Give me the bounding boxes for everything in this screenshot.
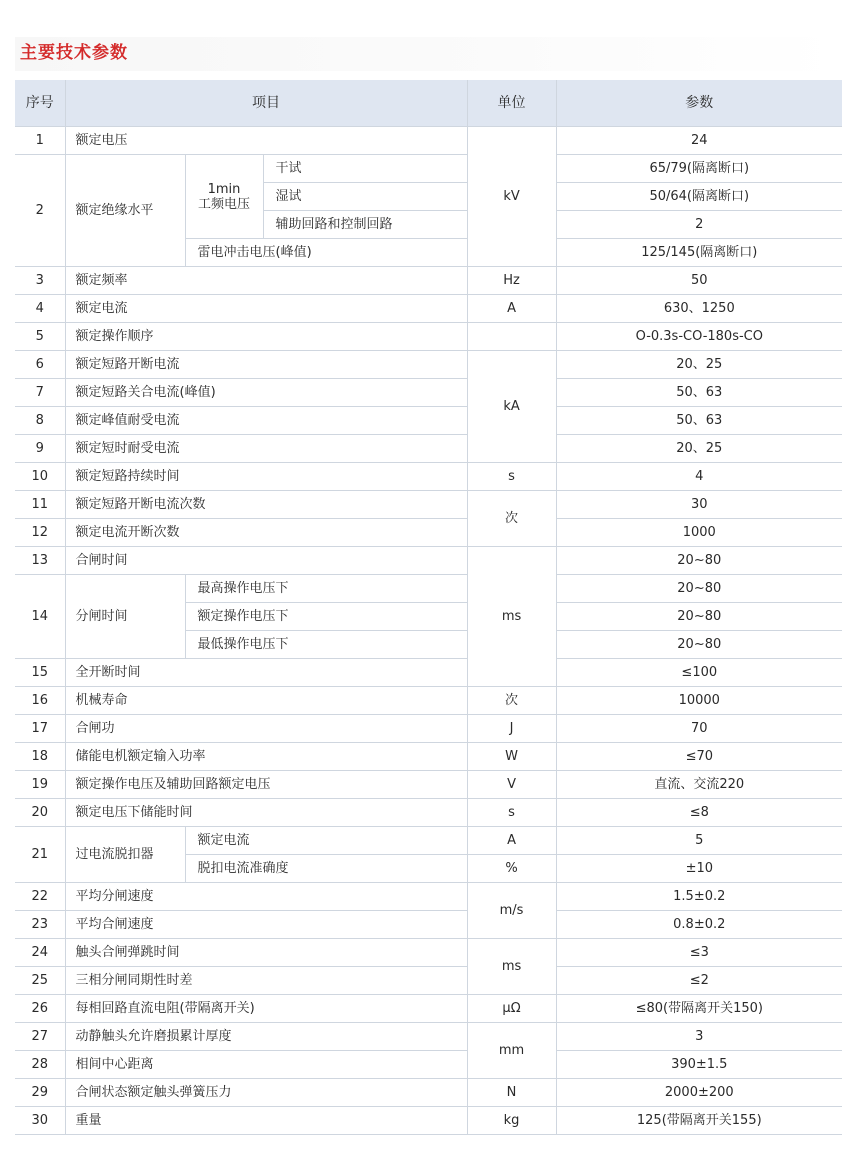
row-item: 额定电压 bbox=[65, 127, 467, 155]
table-row bbox=[15, 519, 842, 547]
row-value: 20、25 bbox=[556, 435, 842, 463]
table-row bbox=[15, 967, 842, 995]
row-item: 额定短路开断电流次数 bbox=[65, 491, 467, 519]
row-value: 20、25 bbox=[556, 351, 842, 379]
row-value: 65/79(隔离断口) bbox=[556, 155, 842, 183]
header-value: 参数 bbox=[556, 80, 842, 127]
row-item: 额定短路关合电流(峰值) bbox=[65, 379, 467, 407]
row-sub: 脱扣电流准确度 bbox=[185, 855, 467, 883]
row-unit: μΩ bbox=[467, 995, 556, 1023]
row-no: 26 bbox=[15, 995, 65, 1023]
row-item: 动静触头允许磨损累计厚度 bbox=[65, 1023, 467, 1051]
row-unit bbox=[467, 323, 556, 351]
row-unit: A bbox=[467, 827, 556, 855]
row-unit: % bbox=[467, 855, 556, 883]
row-unit: N bbox=[467, 1079, 556, 1107]
row-value: 70 bbox=[556, 715, 842, 743]
row-value: 20~80 bbox=[556, 603, 842, 631]
row-value: 50 bbox=[556, 267, 842, 295]
row-item: 分闸时间 bbox=[65, 575, 185, 659]
table-row bbox=[15, 1051, 842, 1079]
row-sub: 额定操作电压下 bbox=[185, 603, 467, 631]
row-value: 直流、交流220 bbox=[556, 771, 842, 799]
row-value: 3 bbox=[556, 1023, 842, 1051]
row-item: 平均分闸速度 bbox=[65, 883, 467, 911]
table-row bbox=[15, 155, 842, 183]
table-row bbox=[15, 127, 842, 155]
row-no: 29 bbox=[15, 1079, 65, 1107]
row-unit: kg bbox=[467, 1107, 556, 1135]
row-unit: ms bbox=[467, 547, 556, 687]
row-item: 额定电流开断次数 bbox=[65, 519, 467, 547]
row-item: 额定电压下储能时间 bbox=[65, 799, 467, 827]
row-value: 50、63 bbox=[556, 379, 842, 407]
row-unit: 次 bbox=[467, 687, 556, 715]
header-no: 序号 bbox=[15, 80, 65, 127]
row-no: 27 bbox=[15, 1023, 65, 1051]
row-item: 全开断时间 bbox=[65, 659, 467, 687]
table-row bbox=[15, 1107, 842, 1135]
table-row bbox=[15, 827, 842, 855]
row-value: ≤3 bbox=[556, 939, 842, 967]
row-value: 20~80 bbox=[556, 575, 842, 603]
row-value: ≤80(带隔离开关150) bbox=[556, 995, 842, 1023]
row-item: 额定短路开断电流 bbox=[65, 351, 467, 379]
row-no: 17 bbox=[15, 715, 65, 743]
header-item: 项目 bbox=[65, 80, 467, 127]
row-value: 50/64(隔离断口) bbox=[556, 183, 842, 211]
page-title: 主要技术参数 bbox=[20, 43, 128, 63]
row-item: 额定绝缘水平 bbox=[65, 155, 185, 267]
row-no: 21 bbox=[15, 827, 65, 883]
row-value: 20~80 bbox=[556, 547, 842, 575]
row-no: 1 bbox=[15, 127, 65, 155]
row-unit: kV bbox=[467, 127, 556, 267]
row-no: 5 bbox=[15, 323, 65, 351]
row-sub: 辅助回路和控制回路 bbox=[263, 211, 467, 239]
row-no: 3 bbox=[15, 267, 65, 295]
row-no: 19 bbox=[15, 771, 65, 799]
row-unit: 次 bbox=[467, 491, 556, 547]
row-value: 1000 bbox=[556, 519, 842, 547]
row-no: 7 bbox=[15, 379, 65, 407]
row-unit: ms bbox=[467, 939, 556, 995]
row-no: 16 bbox=[15, 687, 65, 715]
row-value: 20~80 bbox=[556, 631, 842, 659]
row-item: 储能电机额定输入功率 bbox=[65, 743, 467, 771]
table-row bbox=[15, 295, 842, 323]
row-no: 25 bbox=[15, 967, 65, 995]
header-unit: 单位 bbox=[467, 80, 556, 127]
row-sub: 额定电流 bbox=[185, 827, 467, 855]
row-item: 平均合闸速度 bbox=[65, 911, 467, 939]
row-unit: Hz bbox=[467, 267, 556, 295]
table-row bbox=[15, 323, 842, 351]
row-value: 2 bbox=[556, 211, 842, 239]
row-value: 1.5±0.2 bbox=[556, 883, 842, 911]
row-no: 15 bbox=[15, 659, 65, 687]
table-row bbox=[15, 463, 842, 491]
row-no: 10 bbox=[15, 463, 65, 491]
row-unit: A bbox=[467, 295, 556, 323]
table-row bbox=[15, 547, 842, 575]
row-group: 1min 工频电压 bbox=[185, 155, 263, 239]
row-value: ≤8 bbox=[556, 799, 842, 827]
table-row bbox=[15, 351, 842, 379]
row-value: 4 bbox=[556, 463, 842, 491]
header-row bbox=[15, 80, 842, 127]
table-row bbox=[15, 575, 842, 603]
table-row bbox=[15, 659, 842, 687]
row-item: 额定操作电压及辅助回路额定电压 bbox=[65, 771, 467, 799]
table-row bbox=[15, 407, 842, 435]
row-no: 4 bbox=[15, 295, 65, 323]
row-item: 重量 bbox=[65, 1107, 467, 1135]
row-no: 18 bbox=[15, 743, 65, 771]
row-value: 24 bbox=[556, 127, 842, 155]
row-sub: 雷电冲击电压(峰值) bbox=[185, 239, 467, 267]
table-row bbox=[15, 1023, 842, 1051]
row-sub: 最低操作电压下 bbox=[185, 631, 467, 659]
row-value: ≤100 bbox=[556, 659, 842, 687]
table-row bbox=[15, 771, 842, 799]
table-row bbox=[15, 379, 842, 407]
row-item: 每相回路直流电阻(带隔离开关) bbox=[65, 995, 467, 1023]
row-value: 30 bbox=[556, 491, 842, 519]
table-row bbox=[15, 267, 842, 295]
row-value: O-0.3s-CO-180s-CO bbox=[556, 323, 842, 351]
row-no: 6 bbox=[15, 351, 65, 379]
row-no: 14 bbox=[15, 575, 65, 659]
row-value: 0.8±0.2 bbox=[556, 911, 842, 939]
row-no: 12 bbox=[15, 519, 65, 547]
table-row bbox=[15, 491, 842, 519]
row-sub: 干试 bbox=[263, 155, 467, 183]
row-item: 额定峰值耐受电流 bbox=[65, 407, 467, 435]
row-value: ≤70 bbox=[556, 743, 842, 771]
row-value: 390±1.5 bbox=[556, 1051, 842, 1079]
row-item: 触头合闸弹跳时间 bbox=[65, 939, 467, 967]
row-unit: s bbox=[467, 463, 556, 491]
row-item: 额定短时耐受电流 bbox=[65, 435, 467, 463]
table-row bbox=[15, 743, 842, 771]
row-unit: m/s bbox=[467, 883, 556, 939]
row-item: 三相分闸同期性时差 bbox=[65, 967, 467, 995]
row-no: 22 bbox=[15, 883, 65, 911]
row-no: 20 bbox=[15, 799, 65, 827]
row-value: 5 bbox=[556, 827, 842, 855]
row-value: ±10 bbox=[556, 855, 842, 883]
table-row bbox=[15, 939, 842, 967]
row-unit: V bbox=[467, 771, 556, 799]
row-value: 2000±200 bbox=[556, 1079, 842, 1107]
row-no: 30 bbox=[15, 1107, 65, 1135]
row-no: 2 bbox=[15, 155, 65, 267]
row-no: 28 bbox=[15, 1051, 65, 1079]
row-unit: kA bbox=[467, 351, 556, 463]
row-no: 24 bbox=[15, 939, 65, 967]
table-row bbox=[15, 715, 842, 743]
row-item: 额定短路持续时间 bbox=[65, 463, 467, 491]
table-row bbox=[15, 687, 842, 715]
table-row bbox=[15, 995, 842, 1023]
row-value: 125(带隔离开关155) bbox=[556, 1107, 842, 1135]
table-row bbox=[15, 435, 842, 463]
row-item: 额定电流 bbox=[65, 295, 467, 323]
row-item: 合闸功 bbox=[65, 715, 467, 743]
row-no: 23 bbox=[15, 911, 65, 939]
row-value: 50、63 bbox=[556, 407, 842, 435]
row-item: 机械寿命 bbox=[65, 687, 467, 715]
table-row bbox=[15, 1079, 842, 1107]
table-row bbox=[15, 799, 842, 827]
row-unit: s bbox=[467, 799, 556, 827]
row-unit: mm bbox=[467, 1023, 556, 1079]
title-bar bbox=[15, 37, 842, 71]
table-row bbox=[15, 883, 842, 911]
row-value: ≤2 bbox=[556, 967, 842, 995]
row-value: 125/145(隔离断口) bbox=[556, 239, 842, 267]
row-item: 额定操作顺序 bbox=[65, 323, 467, 351]
row-no: 9 bbox=[15, 435, 65, 463]
row-sub: 湿试 bbox=[263, 183, 467, 211]
row-sub: 最高操作电压下 bbox=[185, 575, 467, 603]
row-no: 11 bbox=[15, 491, 65, 519]
row-value: 10000 bbox=[556, 687, 842, 715]
row-unit: J bbox=[467, 715, 556, 743]
row-item: 相间中心距离 bbox=[65, 1051, 467, 1079]
row-no: 13 bbox=[15, 547, 65, 575]
row-unit: W bbox=[467, 743, 556, 771]
row-item: 过电流脱扣器 bbox=[65, 827, 185, 883]
spec-table bbox=[15, 80, 842, 1135]
row-item: 合闸时间 bbox=[65, 547, 467, 575]
row-item: 额定频率 bbox=[65, 267, 467, 295]
row-item: 合闸状态额定触头弹簧压力 bbox=[65, 1079, 467, 1107]
row-no: 8 bbox=[15, 407, 65, 435]
table-row bbox=[15, 911, 842, 939]
row-value: 630、1250 bbox=[556, 295, 842, 323]
